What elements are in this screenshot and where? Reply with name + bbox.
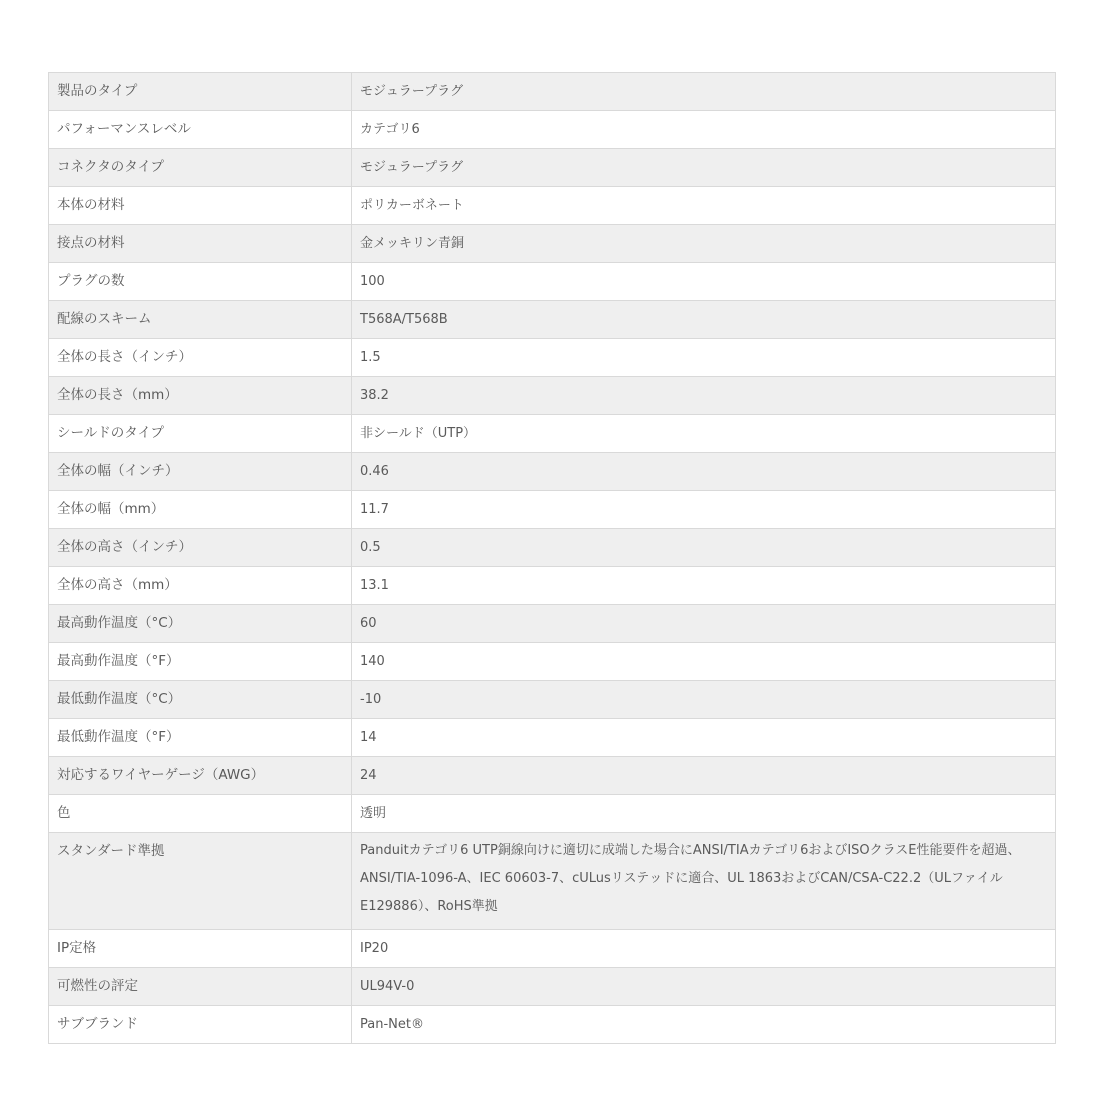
spec-value: 金メッキリン青銅	[352, 225, 1056, 263]
spec-value: 透明	[352, 795, 1056, 833]
spec-label: スタンダード準拠	[49, 833, 352, 930]
spec-label: 本体の材料	[49, 187, 352, 225]
spec-row-standards	[49, 833, 1056, 930]
spec-value: Pan-Net®	[352, 1006, 1056, 1044]
spec-value: 0.46	[352, 453, 1056, 491]
spec-row-connector-type	[49, 149, 1056, 187]
spec-value: モジュラープラグ	[352, 73, 1056, 111]
spec-row-min-temp-f	[49, 719, 1056, 757]
spec-value: -10	[352, 681, 1056, 719]
spec-label: 最低動作温度（°C）	[49, 681, 352, 719]
spec-row-height-in	[49, 529, 1056, 567]
spec-value: 140	[352, 643, 1056, 681]
spec-row-body-material	[49, 187, 1056, 225]
spec-label: 全体の長さ（mm）	[49, 377, 352, 415]
spec-label: プラグの数	[49, 263, 352, 301]
product-spec-table	[48, 72, 1056, 1044]
spec-row-shield-type	[49, 415, 1056, 453]
spec-label: 全体の幅（インチ）	[49, 453, 352, 491]
spec-row-length-mm	[49, 377, 1056, 415]
spec-row-max-temp-f	[49, 643, 1056, 681]
spec-row-height-mm	[49, 567, 1056, 605]
spec-row-product-type	[49, 73, 1056, 111]
spec-label: 全体の長さ（インチ）	[49, 339, 352, 377]
spec-value: 38.2	[352, 377, 1056, 415]
spec-row-contact-material	[49, 225, 1056, 263]
spec-value: 14	[352, 719, 1056, 757]
spec-row-length-in	[49, 339, 1056, 377]
spec-label: シールドのタイプ	[49, 415, 352, 453]
spec-row-max-temp-c	[49, 605, 1056, 643]
spec-row-plug-count	[49, 263, 1056, 301]
spec-value: ポリカーボネート	[352, 187, 1056, 225]
spec-label: 最低動作温度（°F）	[49, 719, 352, 757]
spec-value: 11.7	[352, 491, 1056, 529]
spec-value: IP20	[352, 930, 1056, 968]
spec-label: 最高動作温度（°F）	[49, 643, 352, 681]
spec-value: Panduitカテゴリ6 UTP銅線向けに適切に成端した場合にANSI/TIAカテゴリ6およびISOクラスE性能要件を超過、ANSI/TIA-1096-A、IEC 60603-7、cULusリステッドに適合、UL 1863およびCAN/CSA-C22.2（ULファイルE129886）、RoHS準拠	[352, 833, 1056, 930]
spec-value: 60	[352, 605, 1056, 643]
spec-label: 接点の材料	[49, 225, 352, 263]
spec-label: 色	[49, 795, 352, 833]
spec-label: 全体の高さ（インチ）	[49, 529, 352, 567]
spec-label: 製品のタイプ	[49, 73, 352, 111]
spec-value: モジュラープラグ	[352, 149, 1056, 187]
spec-value: 0.5	[352, 529, 1056, 567]
spec-row-wiring-scheme	[49, 301, 1056, 339]
spec-row-width-in	[49, 453, 1056, 491]
spec-value: 1.5	[352, 339, 1056, 377]
spec-label: サブブランド	[49, 1006, 352, 1044]
spec-label: 最高動作温度（°C）	[49, 605, 352, 643]
spec-row-min-temp-c	[49, 681, 1056, 719]
spec-row-ip-rating	[49, 930, 1056, 968]
spec-value: T568A/T568B	[352, 301, 1056, 339]
spec-row-performance-level	[49, 111, 1056, 149]
spec-row-flammability	[49, 968, 1056, 1006]
spec-label: パフォーマンスレベル	[49, 111, 352, 149]
spec-value: カテゴリ6	[352, 111, 1056, 149]
spec-label: 全体の幅（mm）	[49, 491, 352, 529]
spec-row-wire-gauge	[49, 757, 1056, 795]
spec-value: 非シールド（UTP）	[352, 415, 1056, 453]
spec-value: UL94V-0	[352, 968, 1056, 1006]
spec-row-color	[49, 795, 1056, 833]
spec-label: 配線のスキーム	[49, 301, 352, 339]
spec-label: 全体の高さ（mm）	[49, 567, 352, 605]
spec-label: 対応するワイヤーゲージ（AWG）	[49, 757, 352, 795]
spec-label: IP定格	[49, 930, 352, 968]
spec-value: 100	[352, 263, 1056, 301]
spec-value: 24	[352, 757, 1056, 795]
spec-value: 13.1	[352, 567, 1056, 605]
spec-label: コネクタのタイプ	[49, 149, 352, 187]
spec-row-sub-brand	[49, 1006, 1056, 1044]
spec-label: 可燃性の評定	[49, 968, 352, 1006]
spec-row-width-mm	[49, 491, 1056, 529]
